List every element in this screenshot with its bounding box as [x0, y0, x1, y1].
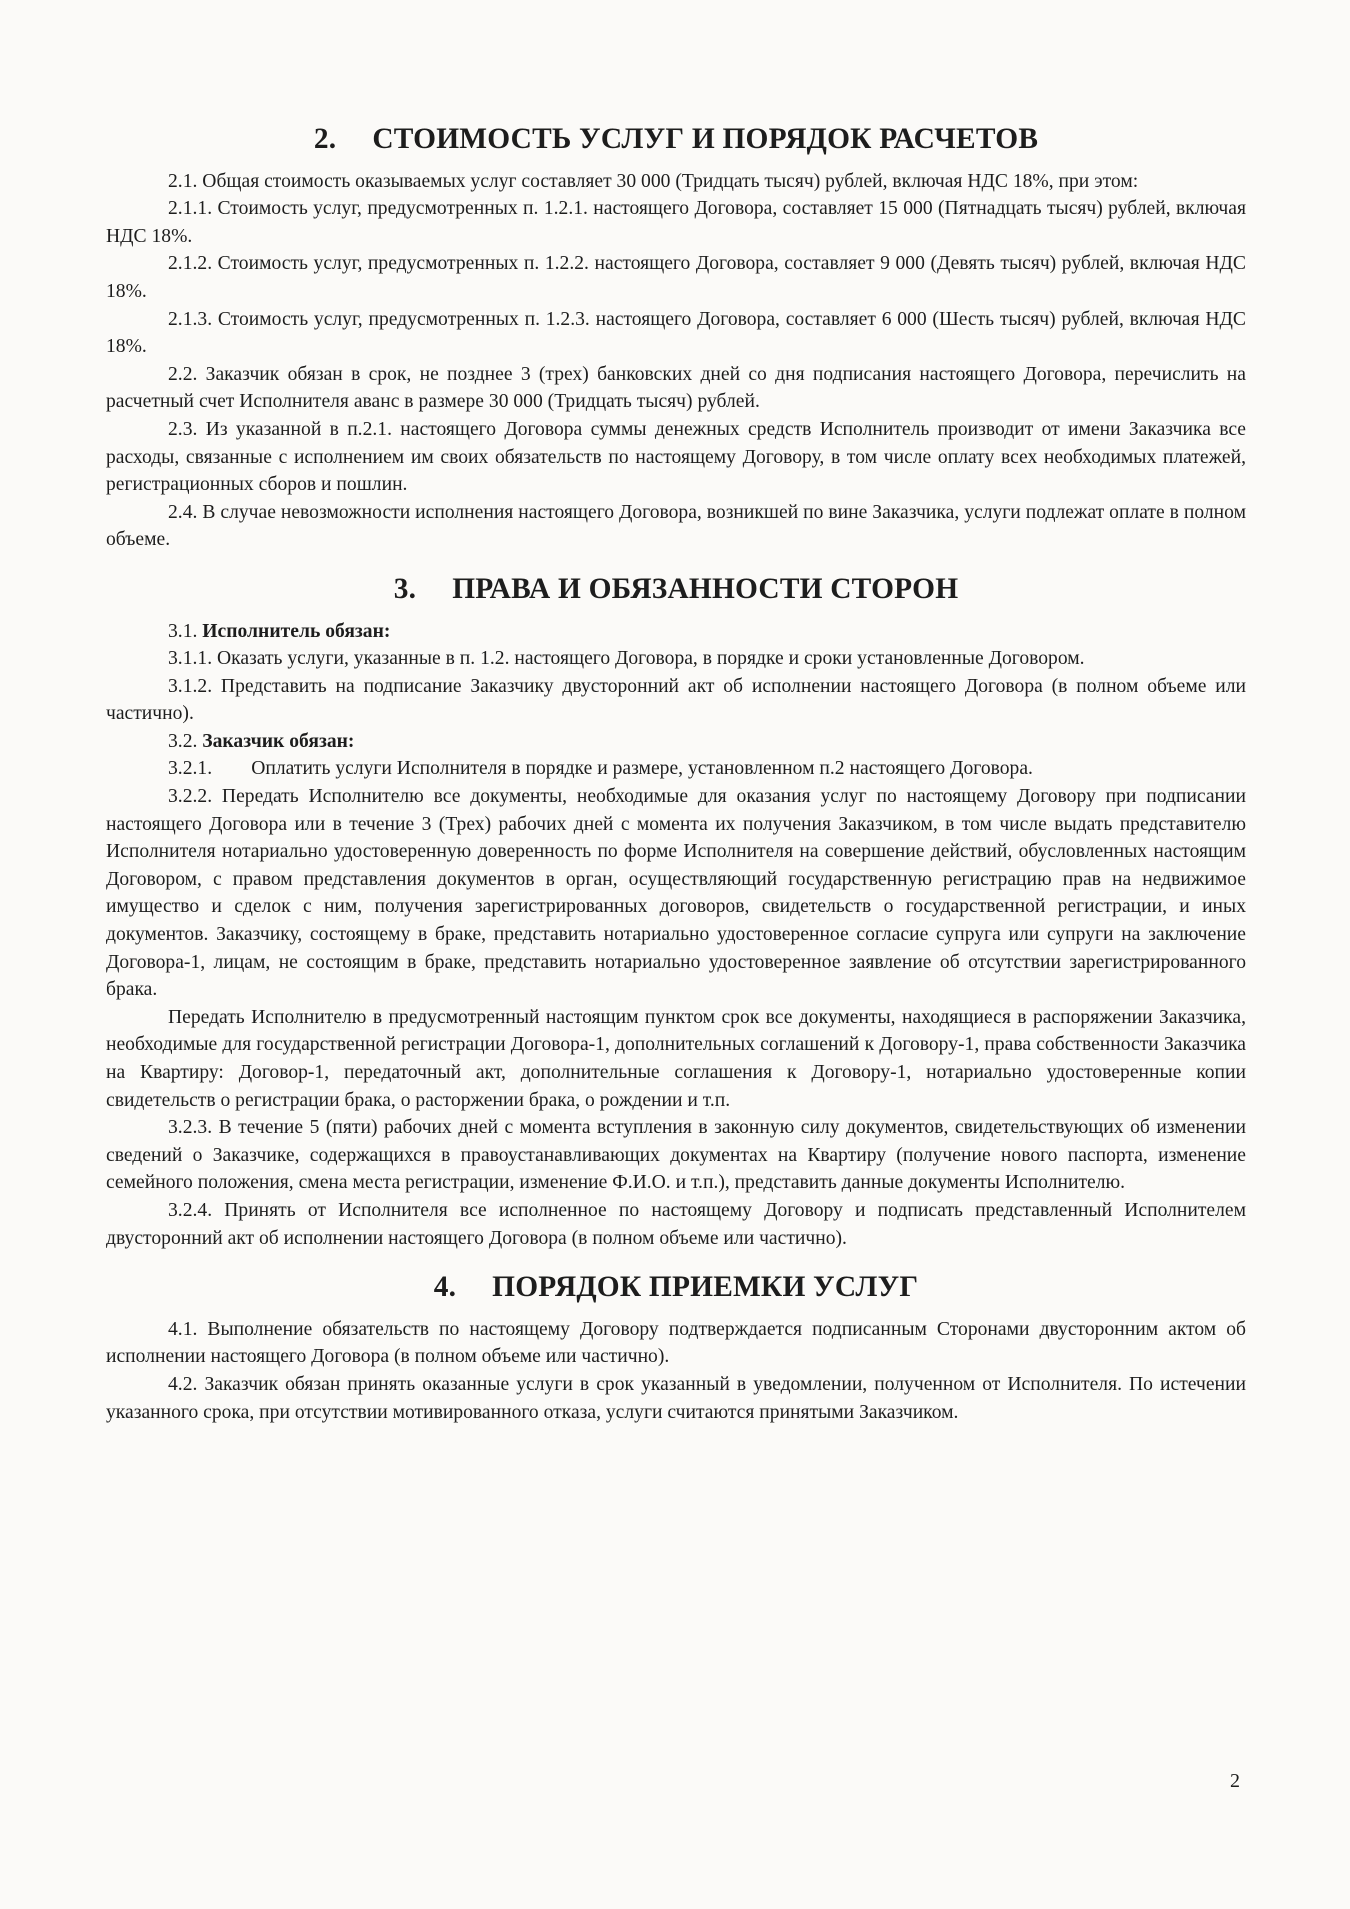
clause-3-1: 3.1. Исполнитель обязан: [168, 620, 391, 642]
clause-2-1: 2.1. Общая стоимость оказываемых услуг составляет 30 000 (Тридцать тысяч) рублей, включая НДС 18%, при этом: [168, 170, 1139, 192]
clause-3-2-2-continued: Передать Исполнителю в предусмотренный настоящим пунктом срок все документы, находящиеся в распоряжении Заказчика, необходимые для государственной регистрации Договора-1, дополнительных соглашений к Договору-1, права собственности Заказчика на Квартиру: Договор-1, передаточный акт, дополнительные соглашения к Договору-1, нотариально удостоверенные копии свидетельств о регистрации брака, о расторжении брака, о рождении и т.п. [106, 1006, 1246, 1111]
section-title: ПОРЯДОК ПРИЕМКИ УСЛУГ [492, 1271, 919, 1304]
clause-2-3: 2.3. Из указанной в п.2.1. настоящего Договора суммы денежных средств Исполнитель производит от имени Заказчика все расходы, связанные с исполнением им своих обязательств по настоящему Договору, в том числе оплату всех необходимых платежей, регистрационных сборов и пошлин. [106, 418, 1246, 496]
section-3-heading [106, 572, 1246, 605]
section-4-heading [106, 1271, 1246, 1304]
clause-2-1-3: 2.1.3. Стоимость услуг, предусмотренных п. 1.2.3. настоящего Договора, составляет 6 000 (Шесть тысяч) рублей, включая НДС 18%. [106, 308, 1246, 358]
clause-3-2-1: 3.2.1. Оплатить услуги Исполнителя в порядке и размере, установленном п.2 настоящего Договора. [168, 758, 1033, 780]
clause-3-1-2: 3.1.2. Представить на подписание Заказчику двусторонний акт об исполнении настоящего Договора (в полном объеме или частично). [106, 675, 1246, 725]
clause-2-4: 2.4. В случае невозможности исполнения настоящего Договора, возникшей по вине Заказчика, услуги подлежат оплате в полном объеме. [106, 501, 1246, 551]
clause-2-2: 2.2. Заказчик обязан в срок, не позднее 3 (трех) банковских дней со дня подписания настоящего Договора, перечислить на расчетный счет Исполнителя аванс в размере 30 000 (Тридцать тысяч) рублей. [106, 363, 1246, 413]
clause-4-1: 4.1. Выполнение обязательств по настоящему Договору подтверждается подписанным Сторонами двусторонним актом об исполнении настоящего Договора (в полном объеме или частично). [106, 1318, 1246, 1368]
section-title: СТОИМОСТЬ УСЛУГ И ПОРЯДОК РАСЧЕТОВ [372, 123, 1039, 155]
clause-4-2: 4.2. Заказчик обязан принять оказанные услуги в срок указанный в уведомлении, полученном от Исполнителя. По истечении указанного срока, при отсутствии мотивированного отказа, услуги считаются принятыми Заказчиком. [106, 1373, 1246, 1423]
clause-3-2-bold: Заказчик обязан: [202, 730, 355, 752]
clause-3-2: 3.2. Заказчик обязан: [168, 730, 355, 752]
section-number: 3. [393, 572, 417, 605]
clause-3-1-1: 3.1.1. Оказать услуги, указанные в п. 1.2. настоящего Договора, в порядке и сроки установленные Договором. [168, 648, 1085, 670]
section-number: 4. [433, 1271, 457, 1304]
clause-3-2-2: 3.2.2. Передать Исполнителю все документы, необходимые для оказания услуг по настоящему Договору при подписании настоящего Договора или в течение 3 (Трех) рабочих дней с момента их получения Заказчиком, в том числе выдать представителю Исполнителя нотариально удостоверенную доверенность по форме Исполнителя на совершение действий, обусловленных настоящим Договором, с правом представления документов в орган, осуществляющий государственную регистрацию прав на недвижимое имущество и сделок с ним, получения зарегистрированных договоров, свидетельств о государственной регистрации, и иных документов. Заказчику, состоящему в браке, представить нотариально удостоверенное согласие супруга или супруги на заключение Договора-1, лицам, не состоящим в браке, представить нотариально удостоверенное заявление об отсутствии зарегистрированного брака. [106, 786, 1276, 1001]
page-content [106, 123, 1276, 1426]
clause-2-1-1: 2.1.1. Стоимость услуг, предусмотренных п. 1.2.1. настоящего Договора, составляет 15 000 (Пятнадцать тысяч) рублей, включая НДС 18%. [106, 198, 1246, 247]
clause-3-2-3: 3.2.3. В течение 5 (пяти) рабочих дней с момента вступления в законную силу документов, свидетельствующих об изменении сведений о Заказчике, содержащихся в правоустанавливающих документах на Квартиру (получение нового паспорта, изменение семейного положения, смена места регистрации, изменение Ф.И.О. и т.п.), представить данные документы Исполнителю. [106, 1117, 1246, 1194]
page-number: 2 [1230, 1770, 1240, 1792]
section-number: 2. [313, 123, 337, 155]
clause-2-1-2: 2.1.2. Стоимость услуг, предусмотренных п. 1.2.2. настоящего Договора, составляет 9 000 (Девять тысяч) рублей, включая НДС 18%. [106, 253, 1246, 302]
section-2-heading [106, 123, 1246, 155]
clause-3-1-bold: Исполнитель обязан: [202, 620, 391, 642]
section-title: ПРАВА И ОБЯЗАННОСТИ СТОРОН [452, 572, 959, 605]
clause-3-2-4: 3.2.4. Принять от Исполнителя все исполненное по настоящему Договору и подписать представленный Исполнителем двусторонний акт об исполнении настоящего Договора (в полном объеме или частично). [106, 1199, 1246, 1249]
